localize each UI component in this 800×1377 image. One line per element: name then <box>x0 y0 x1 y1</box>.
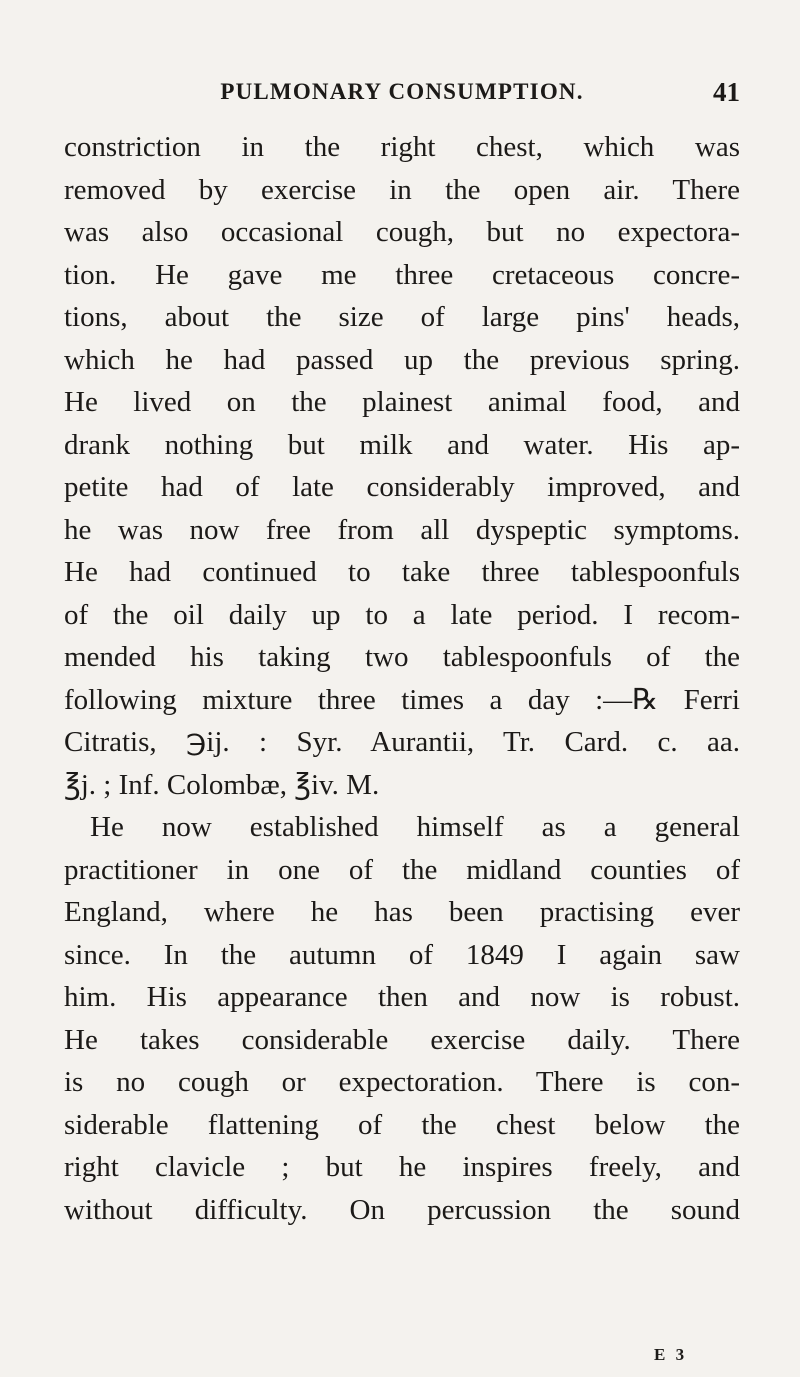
running-head <box>64 72 740 112</box>
text-line: tion. He gave me three cretaceous concre- <box>64 258 740 291</box>
text-line: He takes considerable exercise daily. There <box>64 1023 740 1056</box>
text-line: practitioner in one of the midland counties of <box>64 853 740 886</box>
text-line: Citratis, ℈ij. : Syr. Aurantii, Tr. Card. c. aa. <box>64 726 740 758</box>
text-line: right clavicle ; but he inspires freely, and <box>64 1151 740 1183</box>
text-line: He lived on the plainest animal food, and <box>64 386 740 418</box>
text-line: following mixture three times a day :—℞ Ferri <box>64 683 740 716</box>
text-line: was also occasional cough, but no expectora- <box>64 216 740 248</box>
text-line: petite had of late considerably improved, and <box>64 471 740 503</box>
text-line: England, where he has been practising ever <box>64 896 740 928</box>
text-line: ℥j. ; Inf. Colombæ, ℥iv. M. <box>64 768 380 801</box>
text-line: removed by exercise in the open air. There <box>64 173 740 206</box>
paragraph-first-line: He now established himself as a general <box>90 811 740 843</box>
text-line: drank nothing but milk and water. His ap- <box>64 428 740 461</box>
signature-mark: E 3 <box>654 1345 688 1364</box>
text-line: since. In the autumn of 1849 I again saw <box>64 938 740 971</box>
text-line: him. His appearance then and now is robust. <box>64 981 740 1013</box>
running-title: PULMONARY CONSUMPTION. <box>220 79 584 104</box>
page-number: 41 <box>713 77 740 107</box>
body-text <box>64 126 740 1231</box>
text-line: mended his taking two tablespoonfuls of the <box>64 641 740 673</box>
text-line: siderable flattening of the chest below the <box>64 1108 740 1141</box>
text-line: tions, about the size of large pins' heads, <box>64 301 740 333</box>
text-line: he was now free from all dyspeptic symptoms. <box>64 513 740 546</box>
text-line: is no cough or expectoration. There is con- <box>64 1066 740 1098</box>
text-line: of the oil daily up to a late period. I recom- <box>64 598 740 631</box>
text-line: which he had passed up the previous spring. <box>64 343 740 376</box>
text-line: without difficulty. On percussion the sound <box>64 1193 740 1226</box>
text-line: constriction in the right chest, which was <box>64 131 740 163</box>
text-line: He had continued to take three tablespoonfuls <box>64 556 740 588</box>
